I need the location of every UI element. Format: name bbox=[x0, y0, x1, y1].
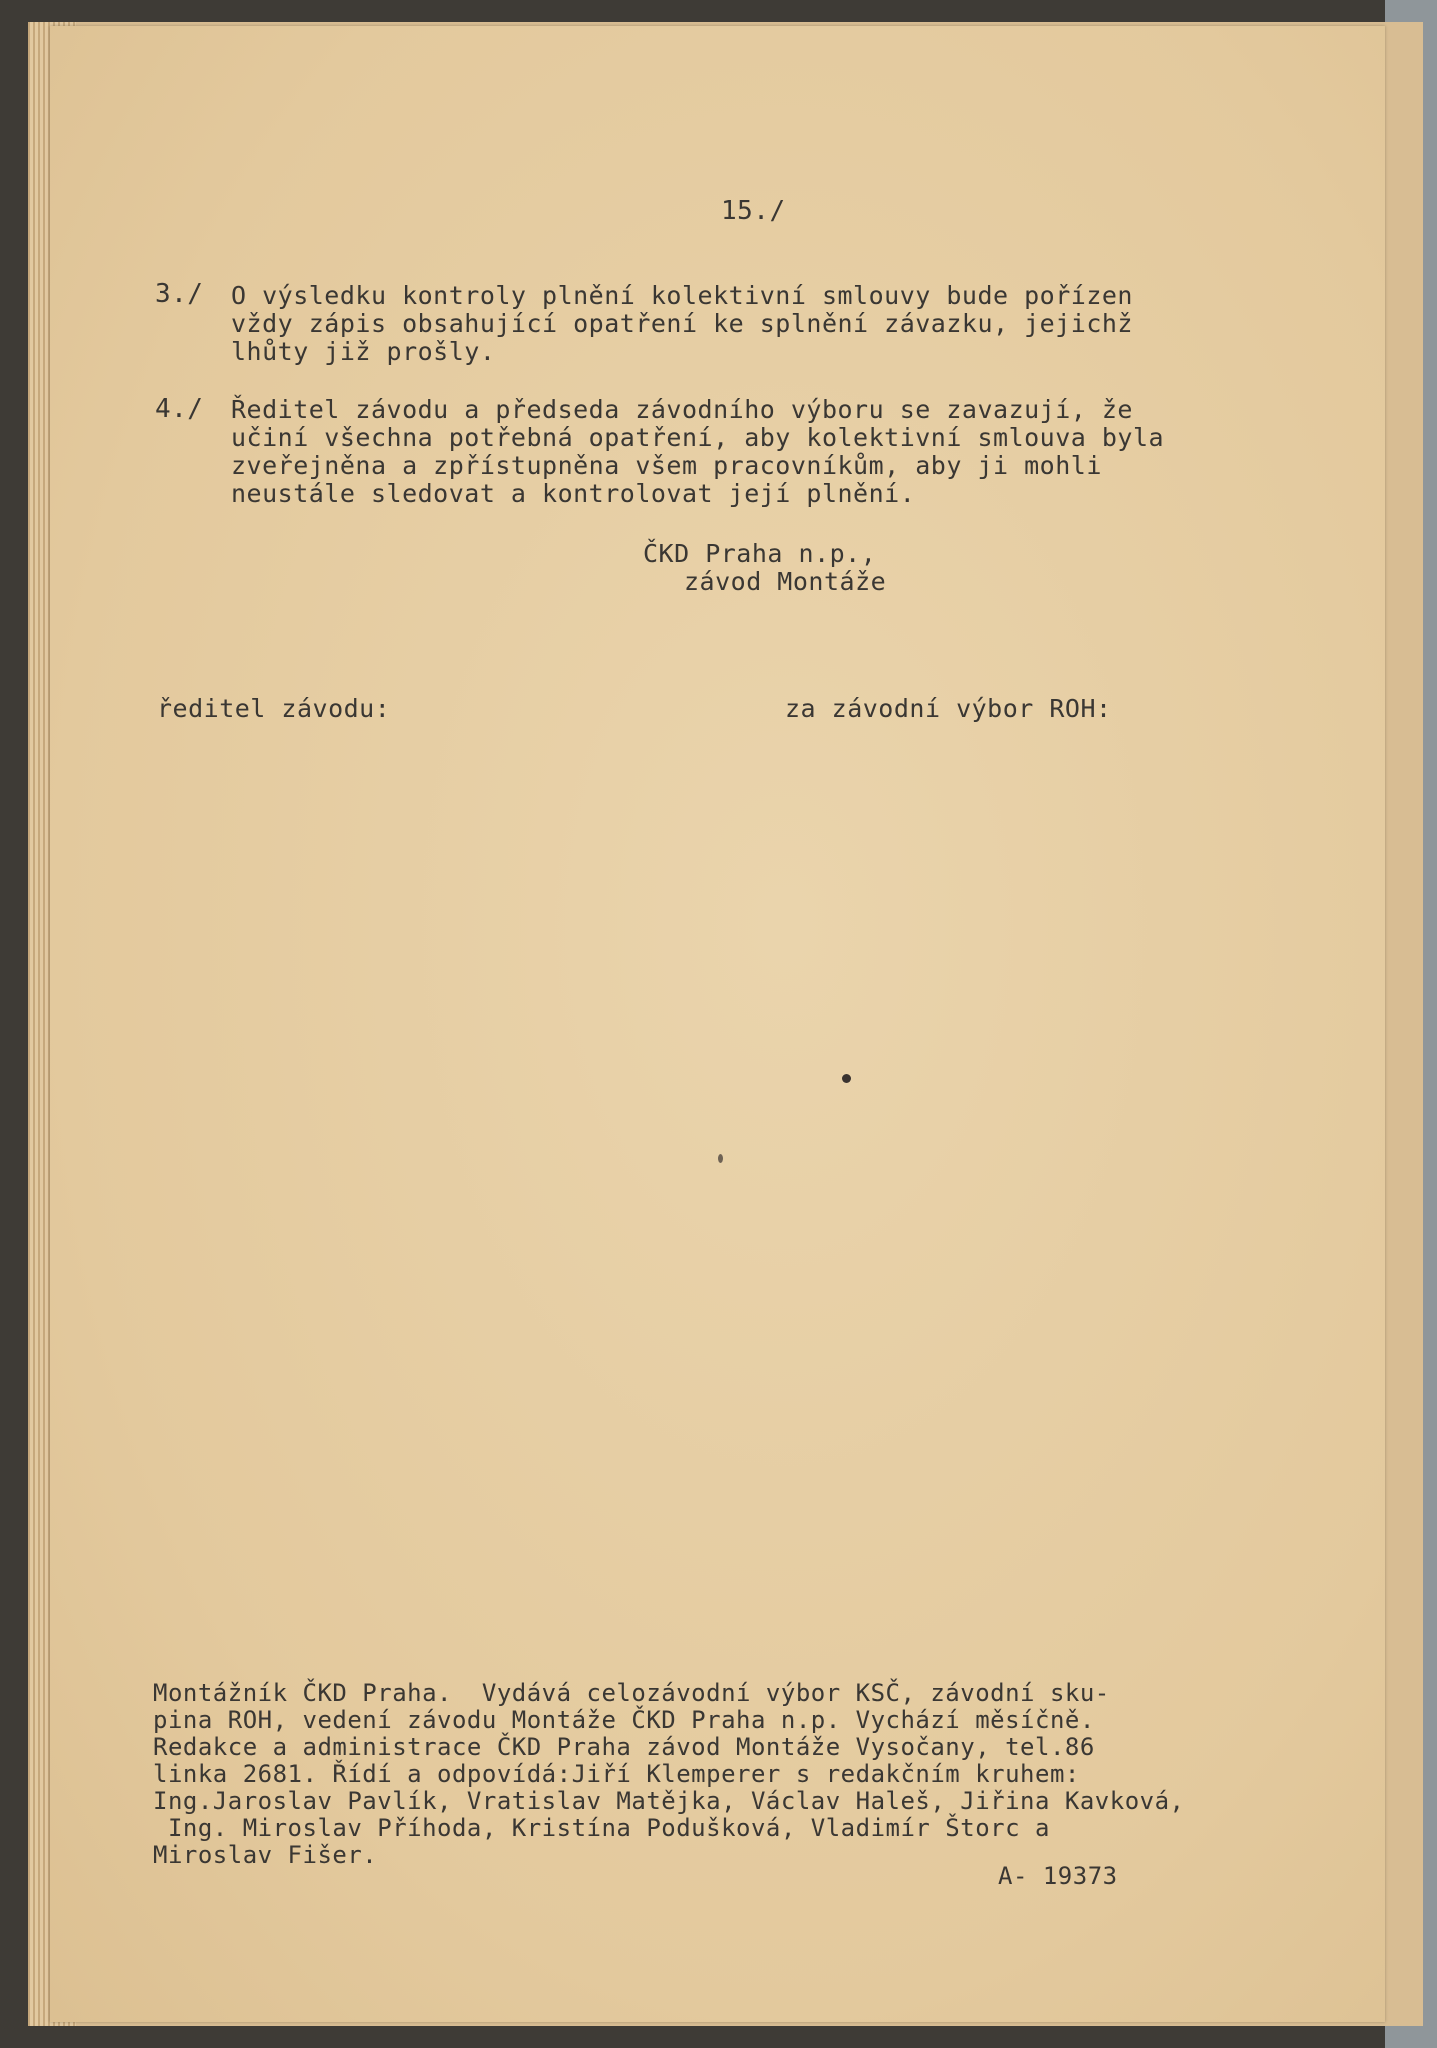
item-line: neustále sledovat a kontrolovat její plnění. bbox=[231, 479, 916, 508]
item-line: učiní všechna potřebná opatření, aby kolektivní smlouva byla bbox=[231, 423, 1165, 452]
colophon-line: Redakce a administrace ČKD Praha závod Montáže Vysočany, tel.86 bbox=[153, 1733, 1095, 1761]
colophon-line: Miroslav Fišer. bbox=[153, 1841, 378, 1869]
ink-speck bbox=[842, 1074, 851, 1083]
plant-name: závod Montáže bbox=[684, 567, 887, 596]
item-line: zveřejněna a zpřístupněna všem pracovníkům, aby ji mohli bbox=[231, 451, 1102, 480]
company-name: ČKD Praha n.p., bbox=[643, 539, 877, 568]
colophon-line: Montážník ČKD Praha. Vydává celozávodní výbor KSČ, závodní sku- bbox=[153, 1679, 1110, 1707]
committee-label: za závodní výbor ROH: bbox=[785, 694, 1112, 723]
colophon-line: Ing.Jaroslav Pavlík, Vratislav Matějka, Václav Haleš, Jiřina Kavková, bbox=[153, 1787, 1185, 1815]
director-label: ředitel závodu: bbox=[157, 694, 391, 723]
item-line: vždy zápis obsahující opatření ke splnění závazku, jejichž bbox=[231, 309, 1133, 338]
page-number: 15./ bbox=[721, 196, 786, 226]
colophon-line: linka 2681. Řídí a odpovídá:Jiří Klemperer s redakčním kruhem: bbox=[153, 1760, 1080, 1788]
item-number: 4./ bbox=[155, 394, 204, 424]
ink-speck bbox=[718, 1154, 723, 1163]
colophon-line: pina ROH, vedení závodu Montáže ČKD Praha n.p. Vychází měsíčně. bbox=[153, 1706, 1095, 1734]
print-code: A- 19373 bbox=[998, 1862, 1118, 1890]
item-line: Ředitel závodu a předseda závodního výboru se zavazují, že bbox=[231, 395, 1133, 424]
document-page bbox=[50, 26, 1385, 2022]
item-line: O výsledku kontroly plnění kolektivní smlouvy bude pořízen bbox=[231, 281, 1133, 310]
item-number: 3./ bbox=[155, 279, 204, 309]
colophon-line: Ing. Miroslav Příhoda, Kristína Podušková, Vladimír Štorc a bbox=[153, 1814, 1050, 1842]
item-line: lhůty již prošly. bbox=[231, 337, 496, 366]
